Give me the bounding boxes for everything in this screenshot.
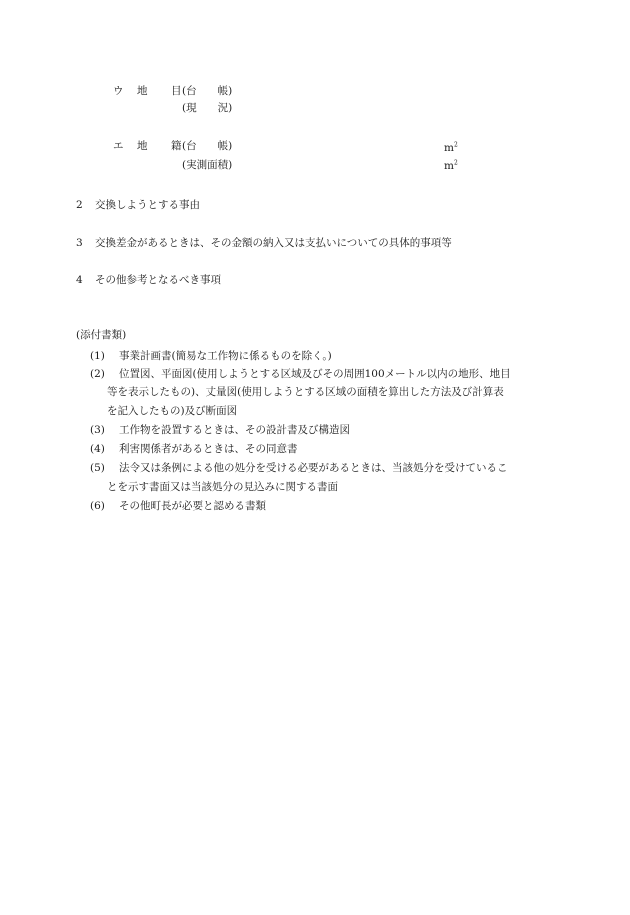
section-text: その他参考となるべき事項 xyxy=(95,274,221,286)
section-number: 2 xyxy=(76,199,83,211)
item-e-char1: 地 xyxy=(137,140,148,152)
section-number: 3 xyxy=(76,237,83,249)
item-label-e: エ xyxy=(113,140,124,152)
section-text: 交換しようとする事由 xyxy=(95,199,200,211)
attachment-number: (2) xyxy=(90,368,105,380)
item-e-sub1: (台 帳) xyxy=(182,140,233,152)
attachment-number: (6) xyxy=(90,500,105,512)
item-u-char1: 地 xyxy=(137,85,148,97)
item-u-sub2: (現 況) xyxy=(182,102,233,114)
attachment-text-line-1: 法令又は条例による他の処分を受ける必要があるときは、当該処分を受けているこ xyxy=(119,462,508,474)
item-e-sub2: (実測面積) xyxy=(182,159,233,171)
attachment-text: その他町長が必要と認める書類 xyxy=(119,500,266,512)
item-label-u: ウ xyxy=(113,85,124,97)
attachment-text: 利害関係者があるときは、その同意書 xyxy=(119,443,298,455)
item-u-sub1: (台 帳) xyxy=(182,85,233,97)
attachment-number: (3) xyxy=(90,424,105,436)
unit-square-meter-2: $m^2$ xyxy=(444,159,458,172)
attachments-title: (添付書類) xyxy=(76,329,127,341)
unit-square-meter-1: $m^2$ xyxy=(444,141,458,154)
attachment-number: (4) xyxy=(90,443,105,455)
item-e-char2: 籍 xyxy=(171,140,182,152)
attachment-number: (1) xyxy=(90,350,105,362)
attachment-text: 事業計画書(簡易な工作物に係るものを除く。) xyxy=(119,350,332,362)
attachment-number: (5) xyxy=(90,462,105,474)
attachment-text: 工作物を設置するときは、その設計書及び構造図 xyxy=(119,424,350,436)
section-number: 4 xyxy=(76,274,83,286)
attachment-text-line-2: とを示す書面又は当該処分の見込みに関する書面 xyxy=(107,481,338,493)
section-text: 交換差金があるときは、その金額の納入又は支払いについての具体的事項等 xyxy=(95,237,452,249)
attachment-text-line-2: 等を表示したもの)、丈量図(使用しようとする区域の面積を算出した方法及び計算表 xyxy=(107,386,504,398)
item-u-char2: 目 xyxy=(171,85,182,97)
attachment-text-line-1: 位置図、平面図(使用しようとする区域及びその周囲100メートル以内の地形、地目 xyxy=(119,368,511,380)
attachment-text-line-3: を記入したもの)及び断面図 xyxy=(107,405,238,417)
